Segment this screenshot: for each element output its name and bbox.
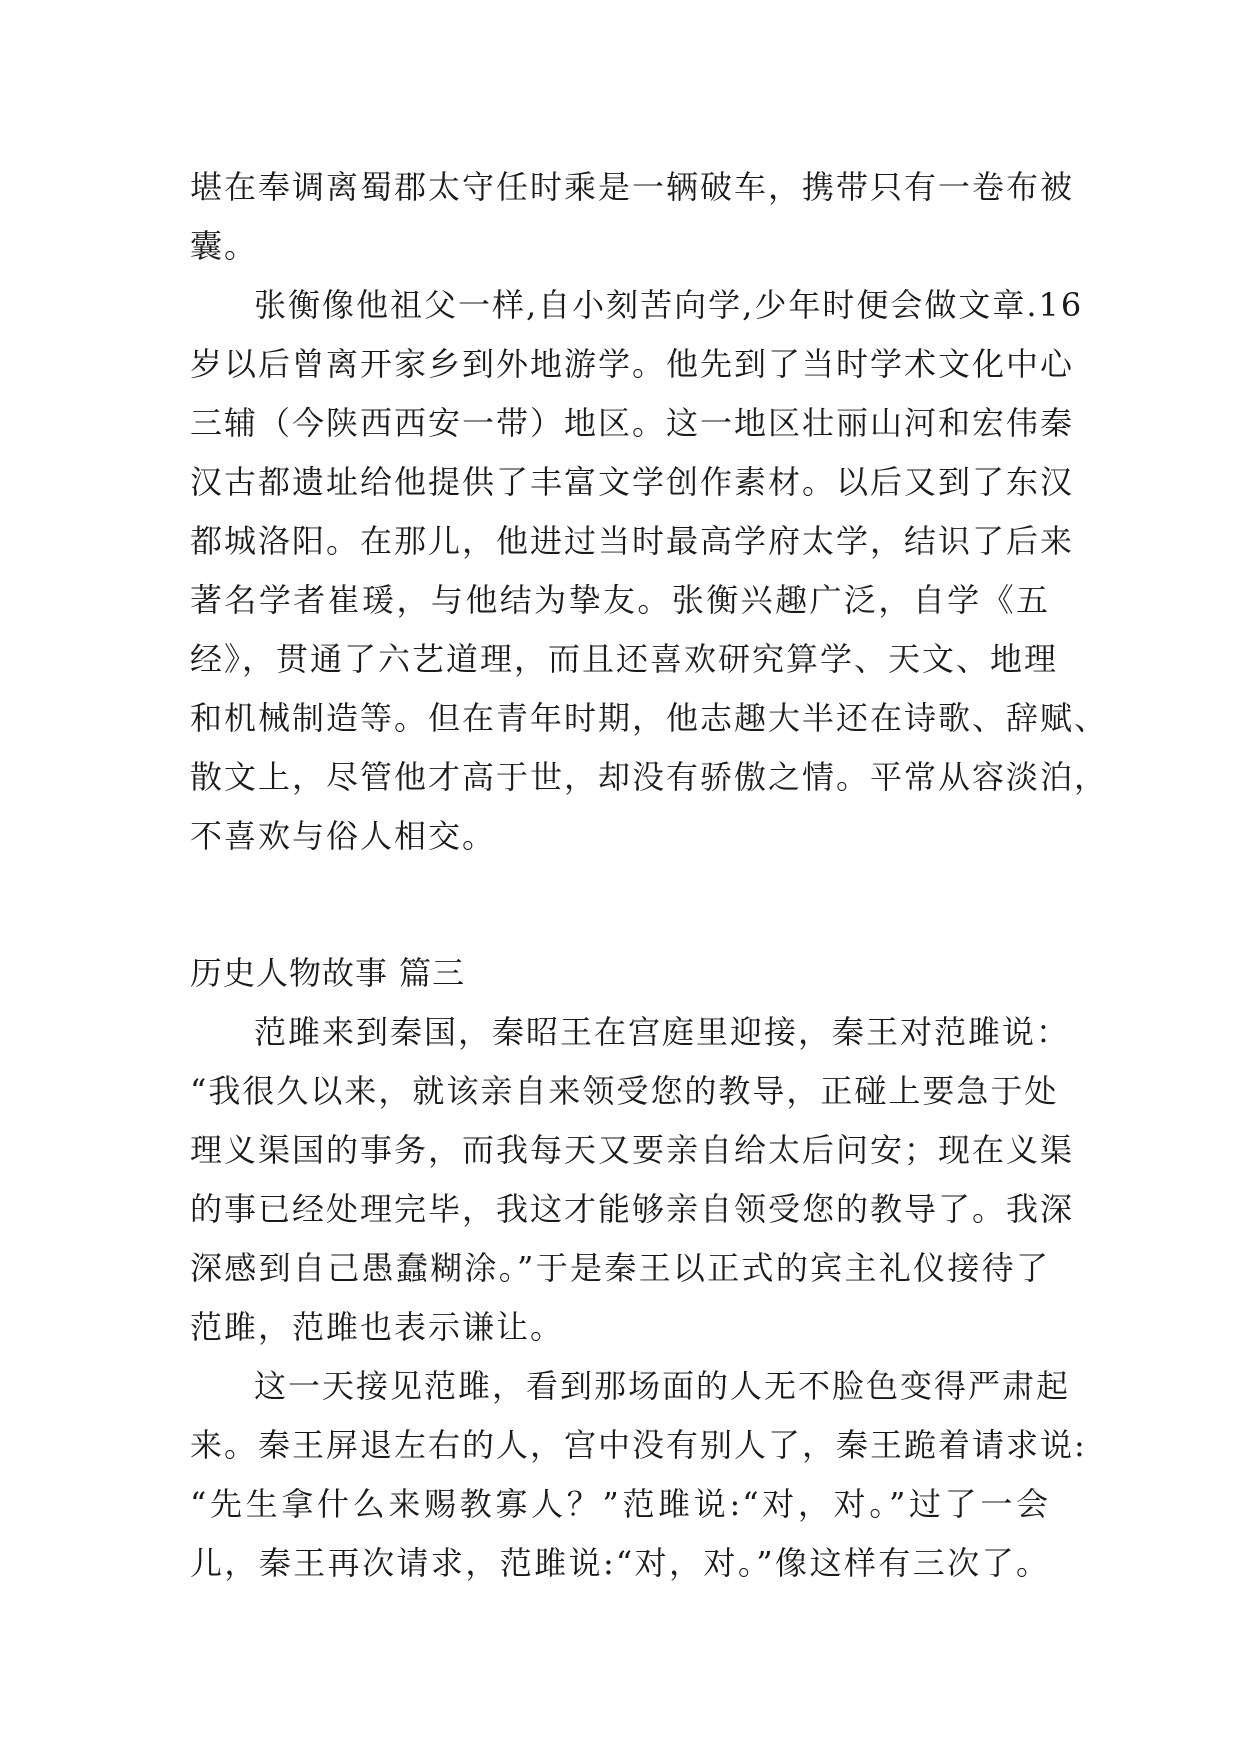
text-line: 范雎，范雎也表示谦让。 — [190, 1308, 565, 1346]
text-line: 理义渠国的事务，而我每天又要亲自给太后问安；现在义渠 — [190, 1131, 1075, 1169]
text-line: 深感到自己愚蠢糊涂。”于是秦王以正式的宾主礼仪接待了 — [190, 1249, 1050, 1287]
text-line: 范雎来到秦国，秦昭王在宫庭里迎接，秦王对范雎说： — [254, 1013, 1071, 1051]
text-line: 不喜欢与俗人相交。 — [190, 817, 497, 855]
text-line: 堪在奉调离蜀郡太守任时乘是一辆破车，携带只有一卷布被 — [190, 168, 1075, 206]
text-line: 来。秦王屏退左右的人，宫中没有别人了，秦王跪着请求说: — [190, 1426, 1087, 1464]
paragraph — [190, 276, 1109, 866]
text-line: 汉古都遗址给他提供了丰富文学创作素材。以后又到了东汉 — [190, 463, 1075, 501]
text-line: 的事已经处理完毕，我这才能够亲自领受您的教导了。我深 — [190, 1190, 1075, 1228]
text-line: “先生拿什么来赐教寡人？”范雎说:“对，对。”过了一会 — [190, 1485, 1050, 1523]
section-heading: 历史人物故事 篇三 — [190, 954, 466, 992]
text-line: 散文上，尽管他才高于世，却没有骄傲之情。平常从容淡泊， — [190, 758, 1109, 796]
text-line: 都城洛阳。在那儿，他进过当时最高学府太学，结识了后来 — [190, 522, 1075, 560]
text-line: 儿，秦王再次请求，范雎说:“对，对。”像这样有三次了。 — [190, 1544, 1050, 1582]
text-line: “我很久以来，就该亲自来领受您的教导，正碰上要急于处 — [190, 1072, 1059, 1110]
paragraph — [190, 158, 1075, 276]
text-line: 岁以后曾离开家乡到外地游学。他先到了当时学术文化中心 — [190, 345, 1075, 383]
text-line: 这一天接见范雎，看到那场面的人无不脸色变得严肃起 — [254, 1367, 1071, 1405]
paragraph — [190, 1357, 1087, 1593]
text-line: 著名学者崔瑗，与他结为挚友。张衡兴趣广泛，自学《五 — [190, 581, 1050, 619]
text-line: 经》，贯通了六艺道理，而且还喜欢研究算学、天文、地理 — [190, 640, 1059, 678]
paragraph — [190, 1003, 1075, 1357]
text-line: 三辅（今陕西西安一带）地区。这一地区壮丽山河和宏伟秦 — [190, 404, 1075, 442]
document-page — [190, 158, 1109, 1593]
text-line: 和机械制造等。但在青年时期，他志趣大半还在诗歌、辞赋、 — [190, 699, 1109, 737]
text-line: 张衡像他祖父一样,自小刻苦向学,少年时便会做文章.16 — [254, 286, 1084, 324]
text-line: 囊。 — [190, 227, 259, 265]
section-gap — [190, 866, 1050, 944]
